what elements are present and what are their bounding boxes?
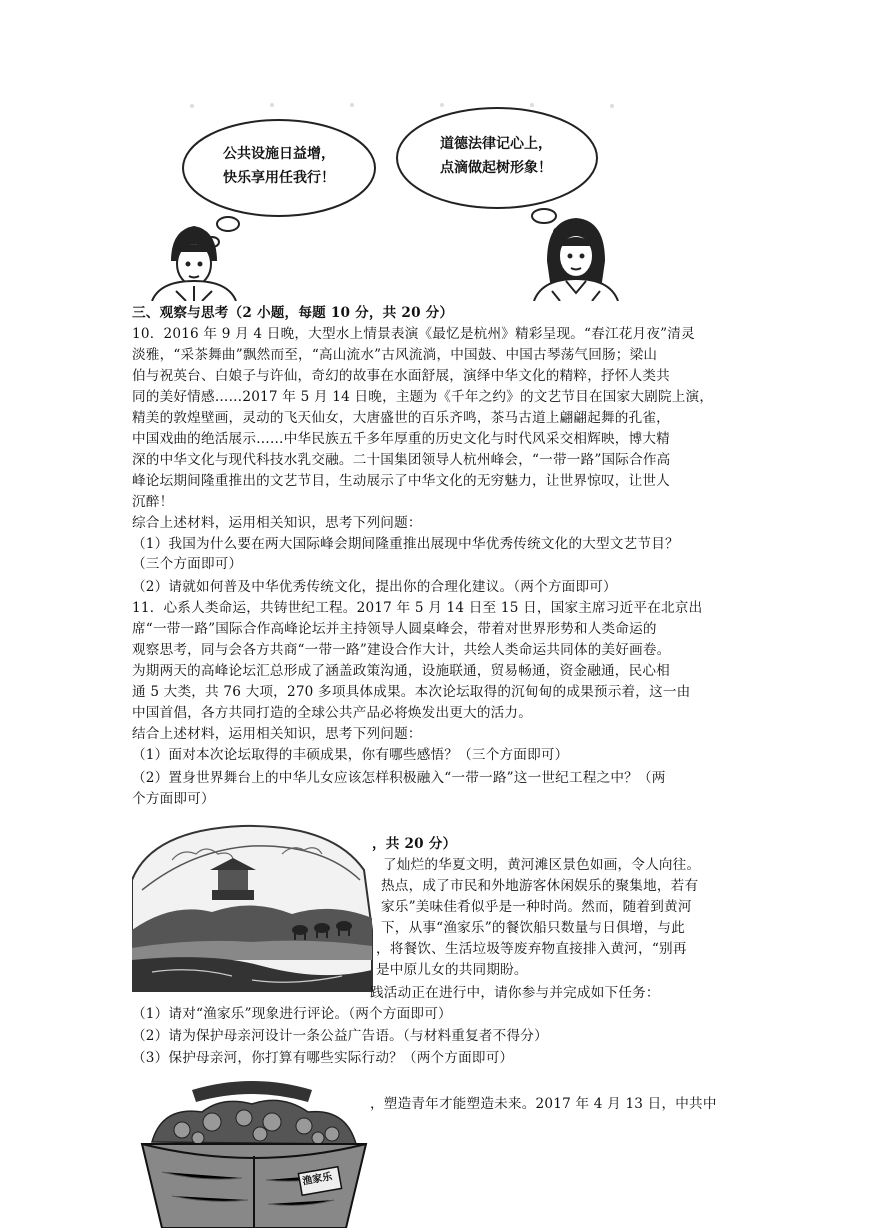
q10-line: 伯与祝英台、白娘子与许仙，奇幻的故事在水面舒展，演绎中华文化的精粹，抒怀人类共 xyxy=(132,368,670,384)
right-bubble-line-1: 道德法律记心上， xyxy=(440,136,552,152)
right-bubble-line-2: 点滴做起树形象！ xyxy=(440,160,552,176)
boy-figure xyxy=(152,227,236,301)
section-4-line: 是中原儿女的共同期盼。 xyxy=(376,962,528,978)
q11-line: 为期两天的高峰论坛汇总形成了涵盖政策沟通，设施联通，贸易畅通，资金融通，民心相 xyxy=(132,663,670,679)
q11-line: 中国首倡，各方共同打造的全球公共产品必将焕发出更大的活力。 xyxy=(132,705,533,721)
section-4-line: 家乐”美味佳肴似乎是一种时尚。然而，随着到黄河 xyxy=(381,899,692,915)
left-bubble-line-1: 公共设施日益增， xyxy=(223,146,335,162)
q10-prompt: 综合上述材料，运用相关知识，思考下列问题： xyxy=(132,515,422,531)
q10-line: 精美的敦煌壁画，灵动的飞天仙女，大唐盛世的百乐齐鸣，茶马古道上翩翩起舞的孔雀， xyxy=(132,410,670,426)
q10-sub-1-cont: （三个方面即可） xyxy=(132,556,243,572)
boat-sign-text: 渔家乐 xyxy=(301,1171,334,1188)
q11-prompt: 结合上述材料，运用相关知识，思考下列问题： xyxy=(132,726,422,742)
q11-line: 11．心系人类命运，共铸世纪工程。2017 年 5 月 14 日至 15 日，国家主席习近平在北京出 xyxy=(132,600,703,616)
section-4-line: ，将餐饮、生活垃圾等废弃物直接排入黄河，“别再 xyxy=(376,941,687,957)
q10-line: 淡雅，“采茶舞曲”飘然而至，“高山流水”古风流淌，中国鼓、中国古琴荡气回肠；梁山 xyxy=(132,347,658,363)
q11-line: 观察思考，同与会各方共商“一带一路”建设合作大计，共绘人类命运共同体的美好画卷。 xyxy=(132,642,671,658)
q10-sub-2: （2）请就如何普及中华优秀传统文化，提出你的合理化建议。（两个方面即可） xyxy=(132,579,617,595)
q10-line: 中国戏曲的绝活展示……中华民族五千多年厚重的历史文化与时代风采交相辉映，博大精 xyxy=(132,431,670,447)
q10-line: 同的美好情感……2017 年 5 月 14 日晚，主题为《千年之约》的文艺节目在国家大剧院上演， xyxy=(132,389,714,405)
fishing-boat-illustration xyxy=(132,1072,376,1228)
q11-line: 席“一带一路”国际合作高峰论坛并主持领导人圆桌峰会，带着对世界形势和人类命运的 xyxy=(132,621,657,637)
section-4-line: 践活动正在进行中，请你参与并完成如下任务： xyxy=(370,985,660,1001)
section-3-heading: 三、观察与思考（2 小题，每题 10 分，共 20 分） xyxy=(132,305,454,321)
q10-sub-1: （1）我国为什么要在两大国际峰会期间隆重推出展现中华优秀传统文化的大型文艺节目？ xyxy=(132,536,679,552)
q10-line: 峰论坛期间隆重推出的文艺节目，生动展示了中华文化的无穷魅力，让世界惊叹，让世人 xyxy=(132,473,670,489)
q10-line: 沉醉！ xyxy=(132,494,174,510)
section-4-line: 热点，成了市民和外地游客休闲娱乐的聚集地，若有 xyxy=(381,878,699,894)
q11-line: 通 5 大类，共 76 大项，270 多项具体成果。本次论坛取得的沉甸甸的成果预示着，这一由 xyxy=(132,684,691,700)
section-4-heading-fragment: ，共 20 分） xyxy=(372,836,457,852)
q11-sub-2-cont: 个方面即可） xyxy=(132,791,215,807)
cartoon-illustration xyxy=(132,96,742,301)
left-bubble-line-2: 快乐享用任我行！ xyxy=(223,170,335,186)
section-4-line: 下，从事“渔家乐”的餐饮船只数量与日俱增，与此 xyxy=(381,920,685,936)
section-4-line: 了灿烂的华夏文明，黄河滩区景色如画，令人向往。 xyxy=(383,857,701,873)
q10-line: 深的中华文化与现代科技水乳交融。二十国集团领导人杭州峰会，“一带一路”国际合作高 xyxy=(132,452,671,468)
q11-sub-1: （1）面对本次论坛取得的丰硕成果，你有哪些感悟？（三个方面即可） xyxy=(132,747,569,763)
section-4-task-2: （2）请为保护母亲河设计一条公益广告语。（与材料重复者不得分） xyxy=(132,1028,548,1044)
yellow-river-illustration xyxy=(132,810,376,992)
girl-figure xyxy=(534,219,618,301)
q10-line: 10．2016 年 9 月 4 日晚，大型水上情景表演《最忆是杭州》精彩呈现。“春江花月夜”清灵 xyxy=(132,326,695,342)
section-4-task-3: （3）保护母亲河，你打算有哪些实际行动？（两个方面即可） xyxy=(132,1050,514,1066)
q11-sub-2: （2）置身世界舞台上的中华儿女应该怎样积极融入“一带一路”这一世纪工程之中？（两 xyxy=(132,770,666,786)
next-question-fragment: ，塑造青年才能塑造未来。2017 年 4 月 13 日，中共中 xyxy=(370,1096,717,1112)
section-4-task-1: （1）请对“渔家乐”现象进行评论。（两个方面即可） xyxy=(132,1006,452,1022)
